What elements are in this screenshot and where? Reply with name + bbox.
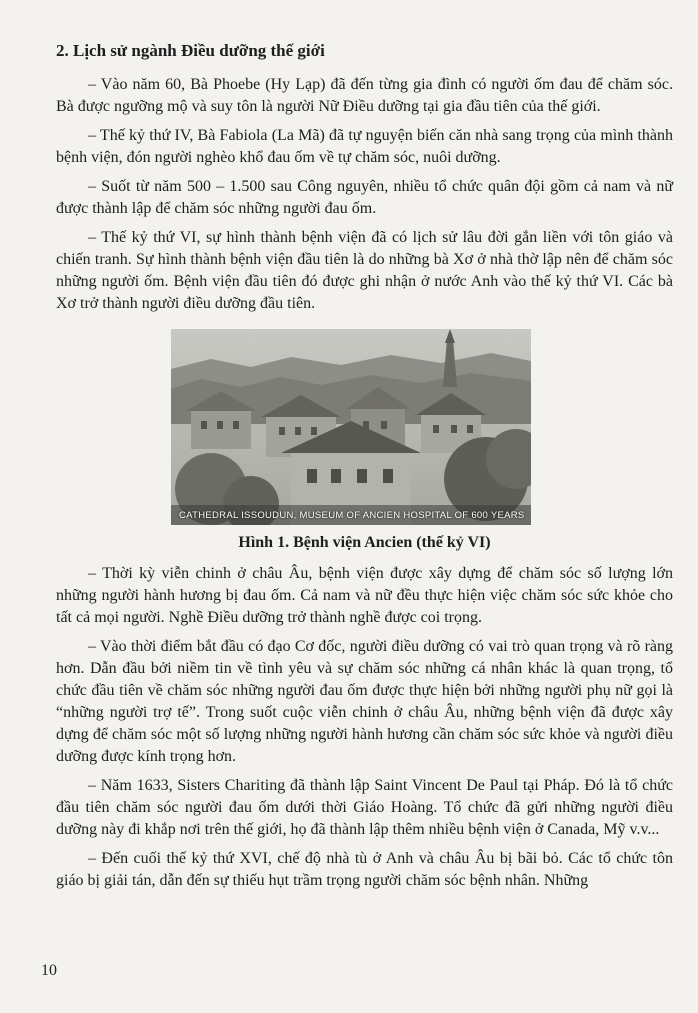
paragraph-sixteenth-century: – Đến cuối thế kỷ thứ XVI, chế độ nhà tù ở Anh và châu Âu bị bãi bỏ. Các tổ chức tôn giáo bị giải tán, dẫn đến sự thiếu hụt trầm trọng người chăm sóc bệnh nhân. Những (56, 850, 673, 889)
paragraph-fabiola: – Thế kỷ thứ IV, Bà Fabiola (La Mã) đã tự nguyện biến căn nhà sang trọng của mình thành bệnh viện, đón người nghèo khổ đau ốm về tự chăm sóc, nuôi dưỡng. (56, 127, 673, 166)
photo-overlay-text: CATHEDRAL ISSOUDUN, MUSEUM OF ANCIEN HOSPITAL OF 600 YEARS (179, 510, 525, 521)
document-page (56, 40, 673, 899)
paragraph-military-orders: – Suốt từ năm 500 – 1.500 sau Công nguyên, nhiều tổ chức quân đội gồm cả nam và nữ được thành lập để chăm sóc những người đau ốm. (56, 178, 673, 217)
paragraph-christianity: – Vào thời điểm bắt đầu có đạo Cơ đốc, người điều dưỡng có vai trò quan trọng và rõ ràng hơn. Dẫn đầu bởi niềm tin về tình yêu và sự chăm sóc những cá nhân khác là quan trọng, tổ chức đầu tiên về chăm sóc những người đau ốm được thực hiện bởi những người phụ nữ gọi là “những người trợ tế”. Trong suốt cuộc viễn chinh ở châu Âu, những bệnh viện đã được xây dựng để chăm sóc một số lượng những người hành hương cần chăm sóc sức khỏe và người điều dưỡng được kính trọng hơn. (56, 638, 673, 765)
figure-caption: Hình 1. Bệnh viện Ancien (thế kỷ VI) (238, 534, 491, 551)
page-number: 10 (41, 962, 57, 979)
paragraph-sixth-century: – Thế kỷ thứ VI, sự hình thành bệnh viện đã có lịch sử lâu đời gắn liền với tôn giáo và chiến tranh. Sự hình thành bệnh viện đầu tiên là do những bà Xơ ở nhà thờ lập nên để chăm sóc những người ốm. Bệnh viện đầu tiên đó được ghi nhận ở nước Anh vào thế kỷ thứ VI. Các bà Xơ trở thành người điều dưỡng đầu tiên. (56, 229, 673, 312)
paragraph-crusades: – Thời kỳ viễn chinh ở châu Âu, bệnh viện được xây dựng để chăm sóc số lượng lớn những người hành hương bị đau ốm. Cả nam và nữ đều thực hiện việc chăm sóc sức khỏe cho tất cả mọi người. Nghề Điều dưỡng trở thành nghề được coi trọng. (56, 565, 673, 626)
hospital-photo (171, 329, 531, 525)
townscape-illustration (171, 329, 531, 525)
paragraph-phoebe: – Vào năm 60, Bà Phoebe (Hy Lạp) đã đến từng gia đình có người ốm đau để chăm sóc. Bà được ngưỡng mộ và suy tôn là người Nữ Điều dưỡng tại gia đầu tiên của thế giới. (56, 76, 673, 115)
paragraph-1633: – Năm 1633, Sisters Chariting đã thành lập Saint Vincent De Paul tại Pháp. Đó là tổ chức đầu tiên chăm sóc người đau ốm dưới thời Giáo Hoàng. Tổ chức đã gửi những người điều dưỡng này đi khắp nơi trên thế giới, họ đã thành lập thêm nhiều bệnh viện ở Canada, Mỹ v.v... (56, 777, 673, 838)
section-heading: 2. Lịch sử ngành Điều dưỡng thế giới (56, 41, 325, 60)
